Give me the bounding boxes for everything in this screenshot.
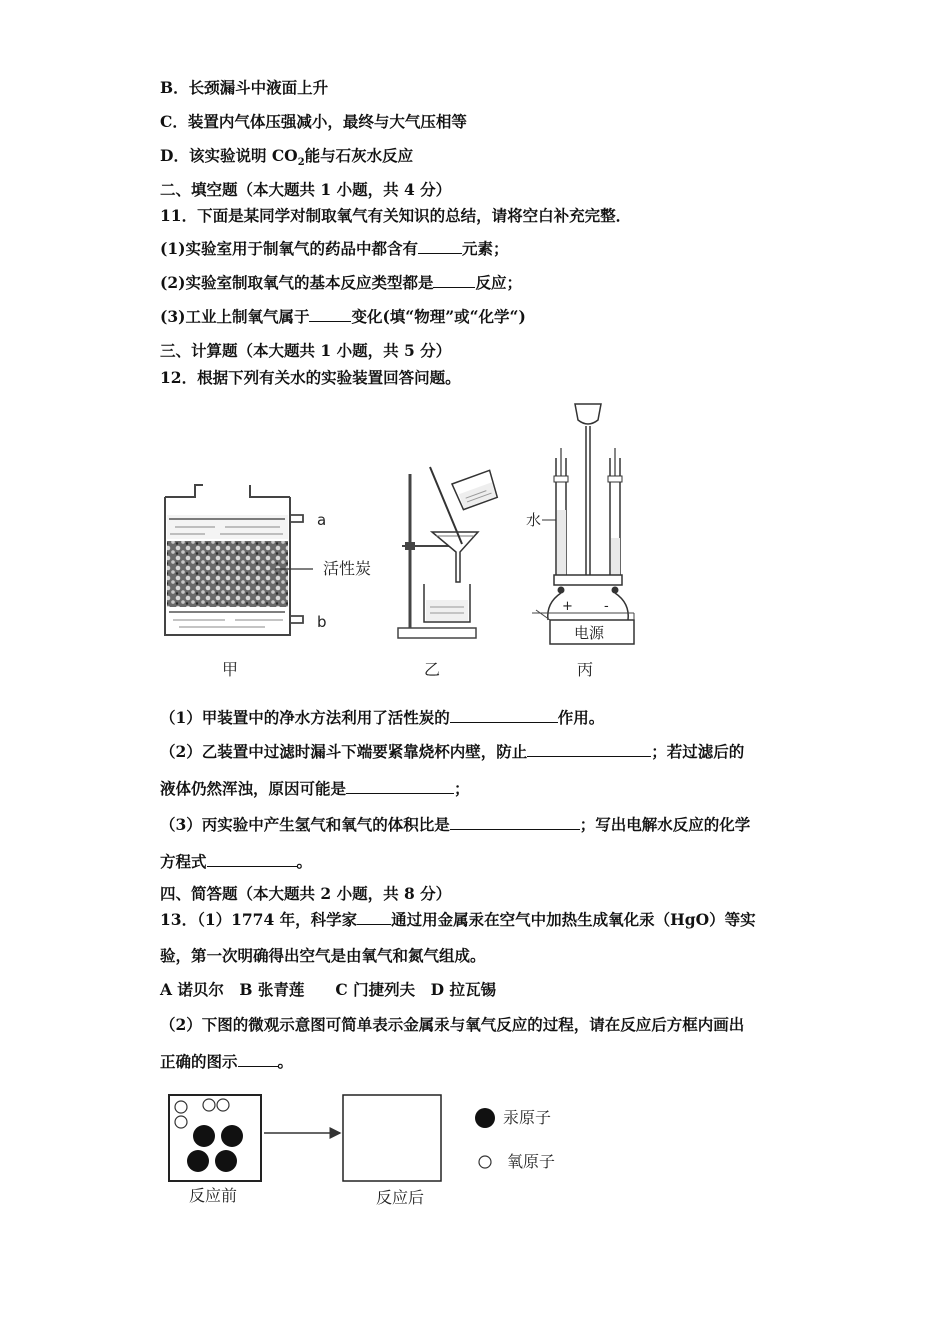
answer-blank[interactable] [433,273,475,288]
q13-part-2-cont: 正确的图示 。 [160,1052,294,1071]
q11-part-2: (2)实验室制取氧气的基本反应类型都是 反应； [160,273,522,292]
answer-blank[interactable] [346,779,454,794]
label-negative: - [604,599,609,614]
label-power-supply: 电源 [574,624,605,642]
answer-blank[interactable] [357,910,391,925]
question-12: 12．根据下列有关水的实验装置回答问题。 [160,368,461,387]
legend-oxygen: 氧原子 [507,1152,556,1171]
label-positive: + [562,599,573,614]
label-activated-carbon: 活性炭 [323,559,372,578]
answer-blank[interactable] [418,239,462,254]
after-box[interactable] [343,1095,441,1181]
answer-blank[interactable] [309,307,351,322]
q12-part-2-cont: 液体仍然浑浊，原因可能是 ； [160,779,470,798]
caption-bing: 丙 [577,660,594,679]
oxygen-atom-icon [479,1156,491,1168]
mercury-atom-icon [475,1108,495,1128]
label-a: a [317,511,327,529]
option-c: C．装置内气体压强减小，最终与大气压相等 [160,112,467,131]
section-2-heading: 二、填空题（本大题共 1 小题，共 4 分） [160,180,452,199]
q11-part-1: (1)实验室用于制氧气的药品中都含有 元素； [160,239,509,258]
answer-blank[interactable] [238,1052,278,1067]
section-3-heading: 三、计算题（本大题共 1 小题，共 5 分） [160,341,452,360]
q13-part-2: （2）下图的微观示意图可简单表示金属汞与氧气反应的过程，请在反应后方框内画出 [160,1015,745,1034]
figure-yi-apparatus [392,462,512,642]
question-13-line-2: 验，第一次明确得出空气是由氧气和氮气组成。 [160,946,486,965]
question-11: 11．下面是某同学对制取氧气有关知识的总结，请将空白补充完整． [160,206,632,225]
caption-yi: 乙 [424,660,441,679]
section-4-heading: 四、简答题（本大题共 2 小题，共 8 分） [160,884,452,903]
answer-blank[interactable] [450,815,580,830]
legend-mercury: 汞原子 [503,1108,552,1127]
caption-after: 反应后 [376,1188,425,1207]
q12-part-3-cont: 方程式 。 [160,852,313,871]
figure-bing-apparatus [518,398,658,648]
q12-part-2: （2）乙装置中过滤时漏斗下端要紧靠烧杯内壁，防止 ；若过滤后的 [160,742,745,761]
caption-jia: 甲 [222,660,239,679]
answer-blank[interactable] [207,852,297,867]
figure-jia-apparatus [155,475,395,645]
label-water: 水 [526,511,542,529]
option-b: B．长颈漏斗中液面上升 [160,78,329,97]
reaction-micro-diagram [160,1085,580,1215]
answer-blank[interactable] [450,708,558,723]
q12-part-1: （1）甲装置中的净水方法利用了活性炭的 作用。 [160,708,605,727]
q11-part-3: (3)工业上制氧气属于 变化(填“物理”或“化学“) [160,307,526,326]
q13-choices: A 诺贝尔 B 张青莲 C 门捷列夫 D 拉瓦锡 [160,980,496,999]
q12-part-3: （3）丙实验中产生氢气和氧气的体积比是 ；写出电解水反应的化学 [160,815,751,834]
answer-blank[interactable] [527,742,651,757]
option-d: D．该实验说明 $CO_2$能与石灰水反应 [160,146,414,169]
question-13-line-1: 13．（1）1774 年，科学家 通过用金属汞在空气中加热生成氧化汞（HgO）等实 [160,910,756,929]
caption-before: 反应前 [189,1186,238,1205]
label-b: b [317,613,327,631]
